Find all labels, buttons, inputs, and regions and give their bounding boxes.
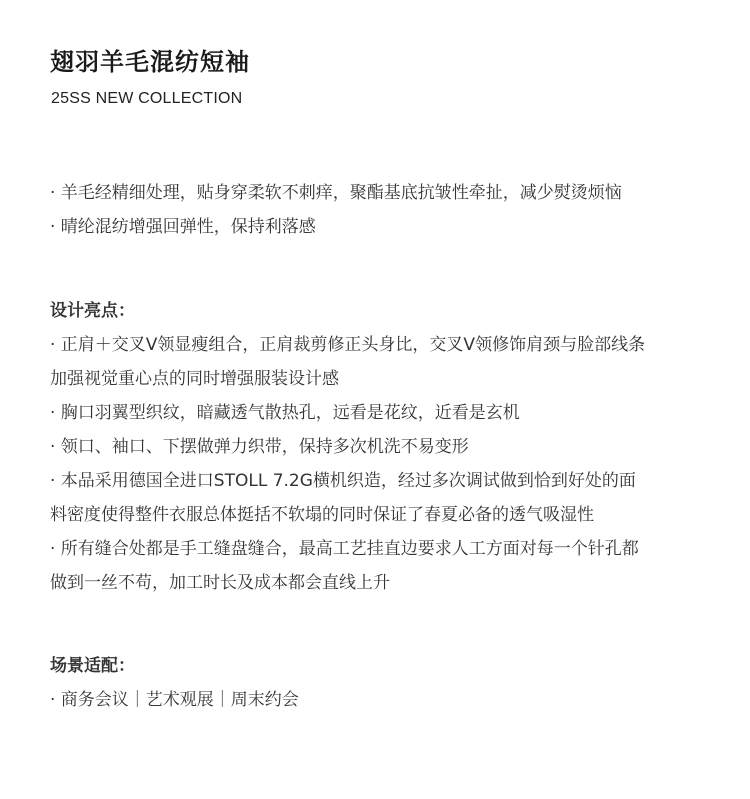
scene-fit-line: · 商务会议｜艺术观展｜周末约会 <box>50 690 299 710</box>
product-title: 翅羽羊毛混纺短袖 <box>50 48 250 76</box>
highlight-line: 料密度使得整件衣服总体挺括不软塌的同时保证了春夏必备的透气吸湿性 <box>50 505 594 525</box>
highlight-line: · 本品采用德国全进口STOLL 7.2G横机织造，经过多次调试做到恰到好处的面 <box>50 471 636 491</box>
highlight-line: · 胸口羽翼型织纹，暗藏透气散热孔，远看是花纹，近看是玄机 <box>50 403 520 423</box>
scene-fit-section <box>50 649 710 717</box>
feature-item: · 羊毛经精细处理，贴身穿柔软不刺痒，聚酯基底抗皱性牵扯，减少熨烫烦恼 <box>50 183 622 203</box>
feature-list <box>50 176 710 244</box>
design-highlights-heading: 设计亮点： <box>50 301 135 321</box>
feature-item: · 晴纶混纺增强回弹性，保持利落感 <box>50 217 316 237</box>
highlight-line: 加强视觉重心点的同时增强服装设计感 <box>50 369 339 389</box>
highlight-line: 做到一丝不苟，加工时长及成本都会直线上升 <box>50 573 390 593</box>
collection-subtitle: 25SS NEW COLLECTION <box>51 90 243 107</box>
highlight-line: · 所有缝合处都是手工缝盘缝合，最高工艺挂直边要求人工方面对每一个针孔都 <box>50 539 639 559</box>
highlight-line: · 领口、袖口、下摆做弹力织带，保持多次机洗不易变形 <box>50 437 469 457</box>
design-highlights-section <box>50 294 710 600</box>
highlight-line: · 正肩＋交叉V领显瘦组合，正肩裁剪修正头身比，交叉V领修饰肩颈与脸部线条 <box>50 335 646 355</box>
scene-fit-heading: 场景适配： <box>50 656 135 676</box>
